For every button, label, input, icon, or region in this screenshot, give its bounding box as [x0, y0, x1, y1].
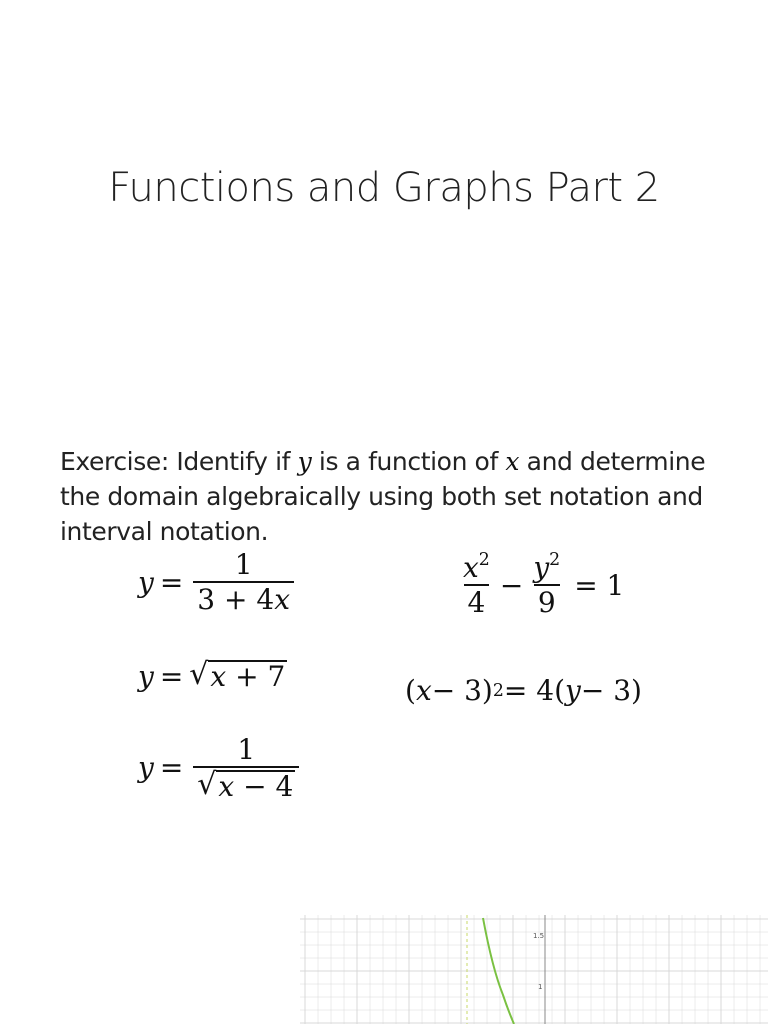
equation-2: [138, 657, 287, 694]
eq3-fraction: [193, 733, 299, 803]
slide-title: Functions and Graphs Part 2: [108, 165, 660, 211]
eq2-radicand: [208, 660, 287, 693]
eq3-numerator: 1: [237, 733, 256, 766]
eq4-num1-x: x: [463, 551, 479, 584]
eq4-fraction-1: [459, 551, 494, 619]
eq4-numerator-1: [459, 551, 494, 584]
eq4-fraction-2: [529, 551, 564, 619]
eq4-denominator-1: 4: [464, 584, 490, 619]
eq5-y: y: [565, 674, 581, 707]
graph-tick-label-mid: 1: [538, 983, 543, 991]
graph-tick-label-top: 1.5: [533, 932, 545, 940]
eq1-den-a: 3 + 4: [197, 583, 275, 616]
eq2-lhs: y: [138, 660, 154, 693]
equation-3: [138, 733, 303, 803]
eq3-rad-x: x: [218, 770, 235, 803]
eq2-equals: =: [159, 660, 184, 693]
exercise-part-2: is a function of: [311, 447, 506, 476]
eq1-numerator: 1: [234, 548, 253, 581]
exercise-part-1: Exercise: Identify if: [60, 447, 298, 476]
sqrt-symbol-icon: √: [197, 767, 217, 802]
eq5-x: x: [415, 674, 432, 707]
equation-1: [138, 548, 298, 616]
eq4-numerator-2: [529, 551, 564, 584]
eq3-lhs: y: [138, 751, 154, 785]
eq3-radicand: [216, 770, 295, 803]
eq5-close: − 3): [580, 674, 642, 707]
eq1-fraction: [193, 548, 294, 616]
eq1-lhs: y: [138, 565, 154, 599]
variable-x: x: [505, 447, 520, 476]
eq4-denominator-2: 9: [534, 584, 560, 619]
exercise-text: [60, 444, 750, 549]
eq5-open: (: [405, 674, 416, 707]
eq2-sqrt: [189, 657, 287, 694]
exercise-part-3: and determine the domain algebraically using both set notation and interval notation.: [60, 447, 706, 546]
eq5-mid2: = 4(: [503, 674, 565, 707]
eq2-rad-rest: + 7: [226, 660, 286, 694]
eq5-mid1: − 3): [431, 674, 493, 707]
eq1-equals: =: [159, 565, 184, 599]
sqrt-symbol-icon: √: [189, 657, 209, 693]
eq1-den-x: x: [274, 583, 290, 616]
eq4-rhs: = 1: [574, 568, 625, 602]
graph-fragment: [300, 915, 768, 1024]
variable-y: y: [297, 447, 312, 476]
eq1-denominator: [193, 581, 294, 616]
eq3-denominator: [193, 766, 299, 803]
eq4-num1-exp: 2: [478, 549, 490, 570]
equation-4: [455, 551, 624, 619]
equation-5: ( x − 3) 2 = 4( y − 3): [405, 674, 642, 707]
eq2-rad-x: x: [210, 660, 227, 694]
eq3-sqrt: [197, 767, 295, 803]
eq4-num2-exp: 2: [549, 549, 561, 570]
eq3-rad-rest: − 4: [234, 770, 294, 803]
eq4-num2-y: y: [533, 551, 550, 584]
eq4-minus: −: [499, 568, 524, 602]
eq3-equals: =: [159, 751, 184, 785]
